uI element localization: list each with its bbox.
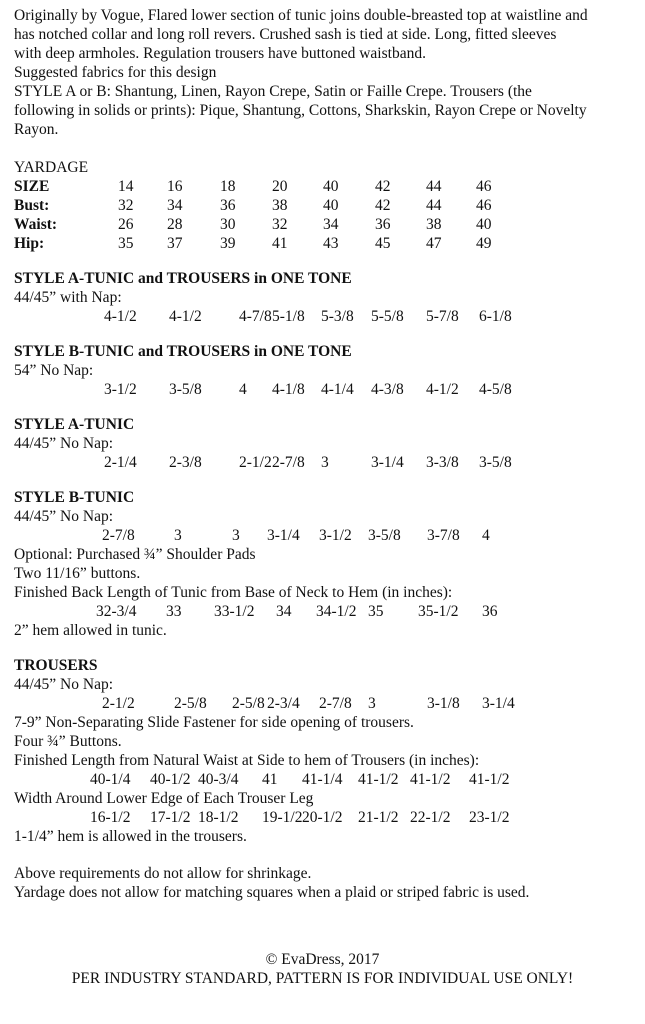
size-cell: 20 bbox=[272, 178, 288, 195]
length-title: Finished Length from Natural Waist at Side to hem of Trousers (in inches): bbox=[14, 752, 480, 769]
width-title: Width Around Lower Edge of Each Trouser Leg bbox=[14, 790, 314, 807]
size-cell: 34 bbox=[167, 197, 183, 214]
value-cell: 35-1/2 bbox=[418, 603, 459, 620]
value-cell: 4-1/8 bbox=[272, 381, 305, 398]
size-cell: 37 bbox=[167, 235, 183, 252]
value-cell: 3-5/8 bbox=[368, 527, 401, 544]
value-cell: 40-1/4 bbox=[90, 771, 131, 788]
value-cell: 4-1/2 bbox=[169, 308, 202, 325]
notions-line: 7-9” Non-Separating Slide Fastener for side opening of trousers. bbox=[14, 714, 414, 731]
notions-line: Two 11/16” buttons. bbox=[14, 565, 141, 582]
value-cell: 6-1/8 bbox=[479, 308, 512, 325]
width-values-row bbox=[14, 808, 638, 827]
value-cell: 33 bbox=[166, 603, 182, 620]
value-cell: 41-1/2 bbox=[358, 771, 399, 788]
size-cell: 14 bbox=[118, 178, 134, 195]
value-cell: 41 bbox=[262, 771, 278, 788]
yardage-values-row bbox=[14, 380, 638, 399]
hip-row bbox=[14, 234, 638, 253]
value-cell: 17-1/2 bbox=[150, 809, 191, 826]
fabrics-line: Rayon. bbox=[14, 121, 59, 138]
description-line: has notched collar and long roll revers. Crushed sash is tied at side. Long, fitted sleeves bbox=[14, 26, 557, 43]
notions-line: Optional: Purchased ¾” Shoulder Pads bbox=[14, 546, 256, 563]
value-cell: 4 bbox=[482, 527, 490, 544]
value-cell: 20-1/2 bbox=[302, 809, 343, 826]
size-cell: 38 bbox=[426, 216, 442, 233]
value-cell: 21-1/2 bbox=[358, 809, 399, 826]
value-cell: 22-1/2 bbox=[410, 809, 451, 826]
notes-block bbox=[14, 864, 638, 902]
size-cell: 30 bbox=[220, 216, 236, 233]
fabric-width: 44/45” No Nap: bbox=[14, 508, 114, 525]
value-cell: 41-1/2 bbox=[410, 771, 451, 788]
value-cell: 2-7/8 bbox=[272, 454, 305, 471]
value-cell: 3-1/4 bbox=[482, 695, 515, 712]
size-cell: 42 bbox=[375, 178, 391, 195]
value-cell: 16-1/2 bbox=[90, 809, 131, 826]
value-cell: 2-3/4 bbox=[267, 695, 300, 712]
length-title: Finished Back Length of Tunic from Base of Neck to Hem (in inches): bbox=[14, 584, 453, 601]
value-cell: 33-1/2 bbox=[214, 603, 255, 620]
value-cell: 4-1/2 bbox=[104, 308, 137, 325]
yardage-values-row bbox=[14, 526, 638, 545]
value-cell: 2-5/8 bbox=[232, 695, 265, 712]
section-heading: TROUSERS bbox=[14, 657, 98, 674]
hem-note: 2” hem allowed in tunic. bbox=[14, 622, 167, 639]
size-cell: 36 bbox=[220, 197, 236, 214]
section-heading: STYLE B-TUNIC bbox=[14, 489, 135, 506]
value-cell: 4-1/2 bbox=[426, 381, 459, 398]
size-cell: 46 bbox=[476, 197, 492, 214]
value-cell: 2-1/2 bbox=[239, 454, 272, 471]
value-cell: 41-1/2 bbox=[469, 771, 510, 788]
style-a-tunic-section bbox=[14, 415, 638, 472]
value-cell: 4-7/8 bbox=[239, 308, 272, 325]
value-cell: 3-1/2 bbox=[104, 381, 137, 398]
yardage-values-row bbox=[14, 307, 638, 326]
value-cell: 3 bbox=[368, 695, 376, 712]
row-label: Waist: bbox=[14, 216, 58, 233]
value-cell: 3-7/8 bbox=[427, 527, 460, 544]
value-cell: 3-3/8 bbox=[426, 454, 459, 471]
value-cell: 3-1/4 bbox=[371, 454, 404, 471]
size-cell: 28 bbox=[167, 216, 183, 233]
yardage-table bbox=[14, 158, 638, 253]
value-cell: 32-3/4 bbox=[96, 603, 137, 620]
intro-block bbox=[14, 6, 638, 139]
value-cell: 40-3/4 bbox=[198, 771, 239, 788]
size-cell: 45 bbox=[375, 235, 391, 252]
section-heading: STYLE A-TUNIC bbox=[14, 416, 135, 433]
length-values-row bbox=[14, 602, 638, 621]
size-cell: 39 bbox=[220, 235, 236, 252]
section-heading: STYLE A-TUNIC and TROUSERS in ONE TONE bbox=[14, 270, 352, 287]
fabrics-title: Suggested fabrics for this design bbox=[14, 64, 217, 81]
value-cell: 4 bbox=[239, 381, 247, 398]
size-cell: 46 bbox=[476, 178, 492, 195]
section-heading: STYLE B-TUNIC and TROUSERS in ONE TONE bbox=[14, 343, 352, 360]
description-line: with deep armholes. Regulation trousers have buttoned waistband. bbox=[14, 45, 426, 62]
usage-notice: PER INDUSTRY STANDARD, PATTERN IS FOR INDIVIDUAL USE ONLY! bbox=[71, 970, 574, 987]
pattern-document bbox=[14, 6, 638, 902]
value-cell: 35 bbox=[368, 603, 384, 620]
value-cell: 2-1/2 bbox=[102, 695, 135, 712]
size-cell: 40 bbox=[476, 216, 492, 233]
fabric-width: 44/45” No Nap: bbox=[14, 435, 114, 452]
size-cell: 32 bbox=[272, 216, 288, 233]
yardage-values-row bbox=[14, 694, 638, 713]
value-cell: 4-1/4 bbox=[321, 381, 354, 398]
size-cell: 43 bbox=[323, 235, 339, 252]
copyright-line: © EvaDress, 2017 bbox=[265, 951, 380, 968]
value-cell: 19-1/2 bbox=[262, 809, 303, 826]
size-cell: 40 bbox=[323, 197, 339, 214]
value-cell: 3 bbox=[321, 454, 329, 471]
shrinkage-note: Above requirements do not allow for shrinkage. bbox=[14, 865, 312, 882]
notions-line: Four ¾” Buttons. bbox=[14, 733, 122, 750]
matching-note: Yardage does not allow for matching squares when a plaid or striped fabric is used. bbox=[14, 884, 530, 901]
value-cell: 2-7/8 bbox=[319, 695, 352, 712]
value-cell: 4-3/8 bbox=[371, 381, 404, 398]
value-cell: 18-1/2 bbox=[198, 809, 239, 826]
size-cell: 34 bbox=[323, 216, 339, 233]
size-cell: 26 bbox=[118, 216, 134, 233]
row-label: Hip: bbox=[14, 235, 45, 252]
length-values-row bbox=[14, 770, 638, 789]
fabric-width: 44/45” No Nap: bbox=[14, 676, 114, 693]
size-cell: 18 bbox=[220, 178, 236, 195]
value-cell: 34 bbox=[276, 603, 292, 620]
value-cell: 5-7/8 bbox=[426, 308, 459, 325]
value-cell: 23-1/2 bbox=[469, 809, 510, 826]
hem-note: 1-1/4” hem is allowed in the trousers. bbox=[14, 828, 247, 845]
size-cell: 38 bbox=[272, 197, 288, 214]
value-cell: 2-5/8 bbox=[174, 695, 207, 712]
size-cell: 49 bbox=[476, 235, 492, 252]
row-label: Bust: bbox=[14, 197, 50, 214]
value-cell: 36 bbox=[482, 603, 498, 620]
size-cell: 36 bbox=[375, 216, 391, 233]
value-cell: 2-1/4 bbox=[104, 454, 137, 471]
size-cell: 42 bbox=[375, 197, 391, 214]
size-cell: 32 bbox=[118, 197, 134, 214]
value-cell: 3 bbox=[232, 527, 240, 544]
value-cell: 4-5/8 bbox=[479, 381, 512, 398]
waist-row bbox=[14, 215, 638, 234]
value-cell: 5-3/8 bbox=[321, 308, 354, 325]
value-cell: 5-1/8 bbox=[272, 308, 305, 325]
description-line: Originally by Vogue, Flared lower section of tunic joins double-breasted top at waistline and bbox=[14, 7, 588, 24]
value-cell: 40-1/2 bbox=[150, 771, 191, 788]
fabrics-line: following in solids or prints): Pique, Shantung, Cottons, Sharkskin, Rayon Crepe or Novelty bbox=[14, 102, 587, 119]
size-cell: 16 bbox=[167, 178, 183, 195]
value-cell: 3-5/8 bbox=[169, 381, 202, 398]
value-cell: 3-1/8 bbox=[427, 695, 460, 712]
value-cell: 41-1/4 bbox=[302, 771, 343, 788]
style-b-tunic-section bbox=[14, 488, 638, 640]
fabric-width: 54” No Nap: bbox=[14, 362, 94, 379]
style-a-one-tone-section bbox=[14, 269, 638, 326]
value-cell: 34-1/2 bbox=[316, 603, 357, 620]
fabrics-line: STYLE A or B: Shantung, Linen, Rayon Crepe, Satin or Faille Crepe. Trousers (the bbox=[14, 83, 532, 100]
size-cell: 44 bbox=[426, 197, 442, 214]
value-cell: 2-3/8 bbox=[169, 454, 202, 471]
fabric-width: 44/45” with Nap: bbox=[14, 289, 122, 306]
value-cell: 3 bbox=[174, 527, 182, 544]
size-cell: 35 bbox=[118, 235, 134, 252]
value-cell: 5-5/8 bbox=[371, 308, 404, 325]
size-cell: 41 bbox=[272, 235, 288, 252]
row-label: SIZE bbox=[14, 178, 50, 195]
value-cell: 3-5/8 bbox=[479, 454, 512, 471]
value-cell: 3-1/4 bbox=[267, 527, 300, 544]
trousers-section bbox=[14, 656, 638, 846]
value-cell: 2-7/8 bbox=[102, 527, 135, 544]
size-cell: 44 bbox=[426, 178, 442, 195]
yardage-title: YARDAGE bbox=[14, 159, 89, 176]
size-cell: 40 bbox=[323, 178, 339, 195]
value-cell: 3-1/2 bbox=[319, 527, 352, 544]
yardage-values-row bbox=[14, 453, 638, 472]
style-b-one-tone-section bbox=[14, 342, 638, 399]
bust-row bbox=[14, 196, 638, 215]
size-row bbox=[14, 177, 638, 196]
size-cell: 47 bbox=[426, 235, 442, 252]
